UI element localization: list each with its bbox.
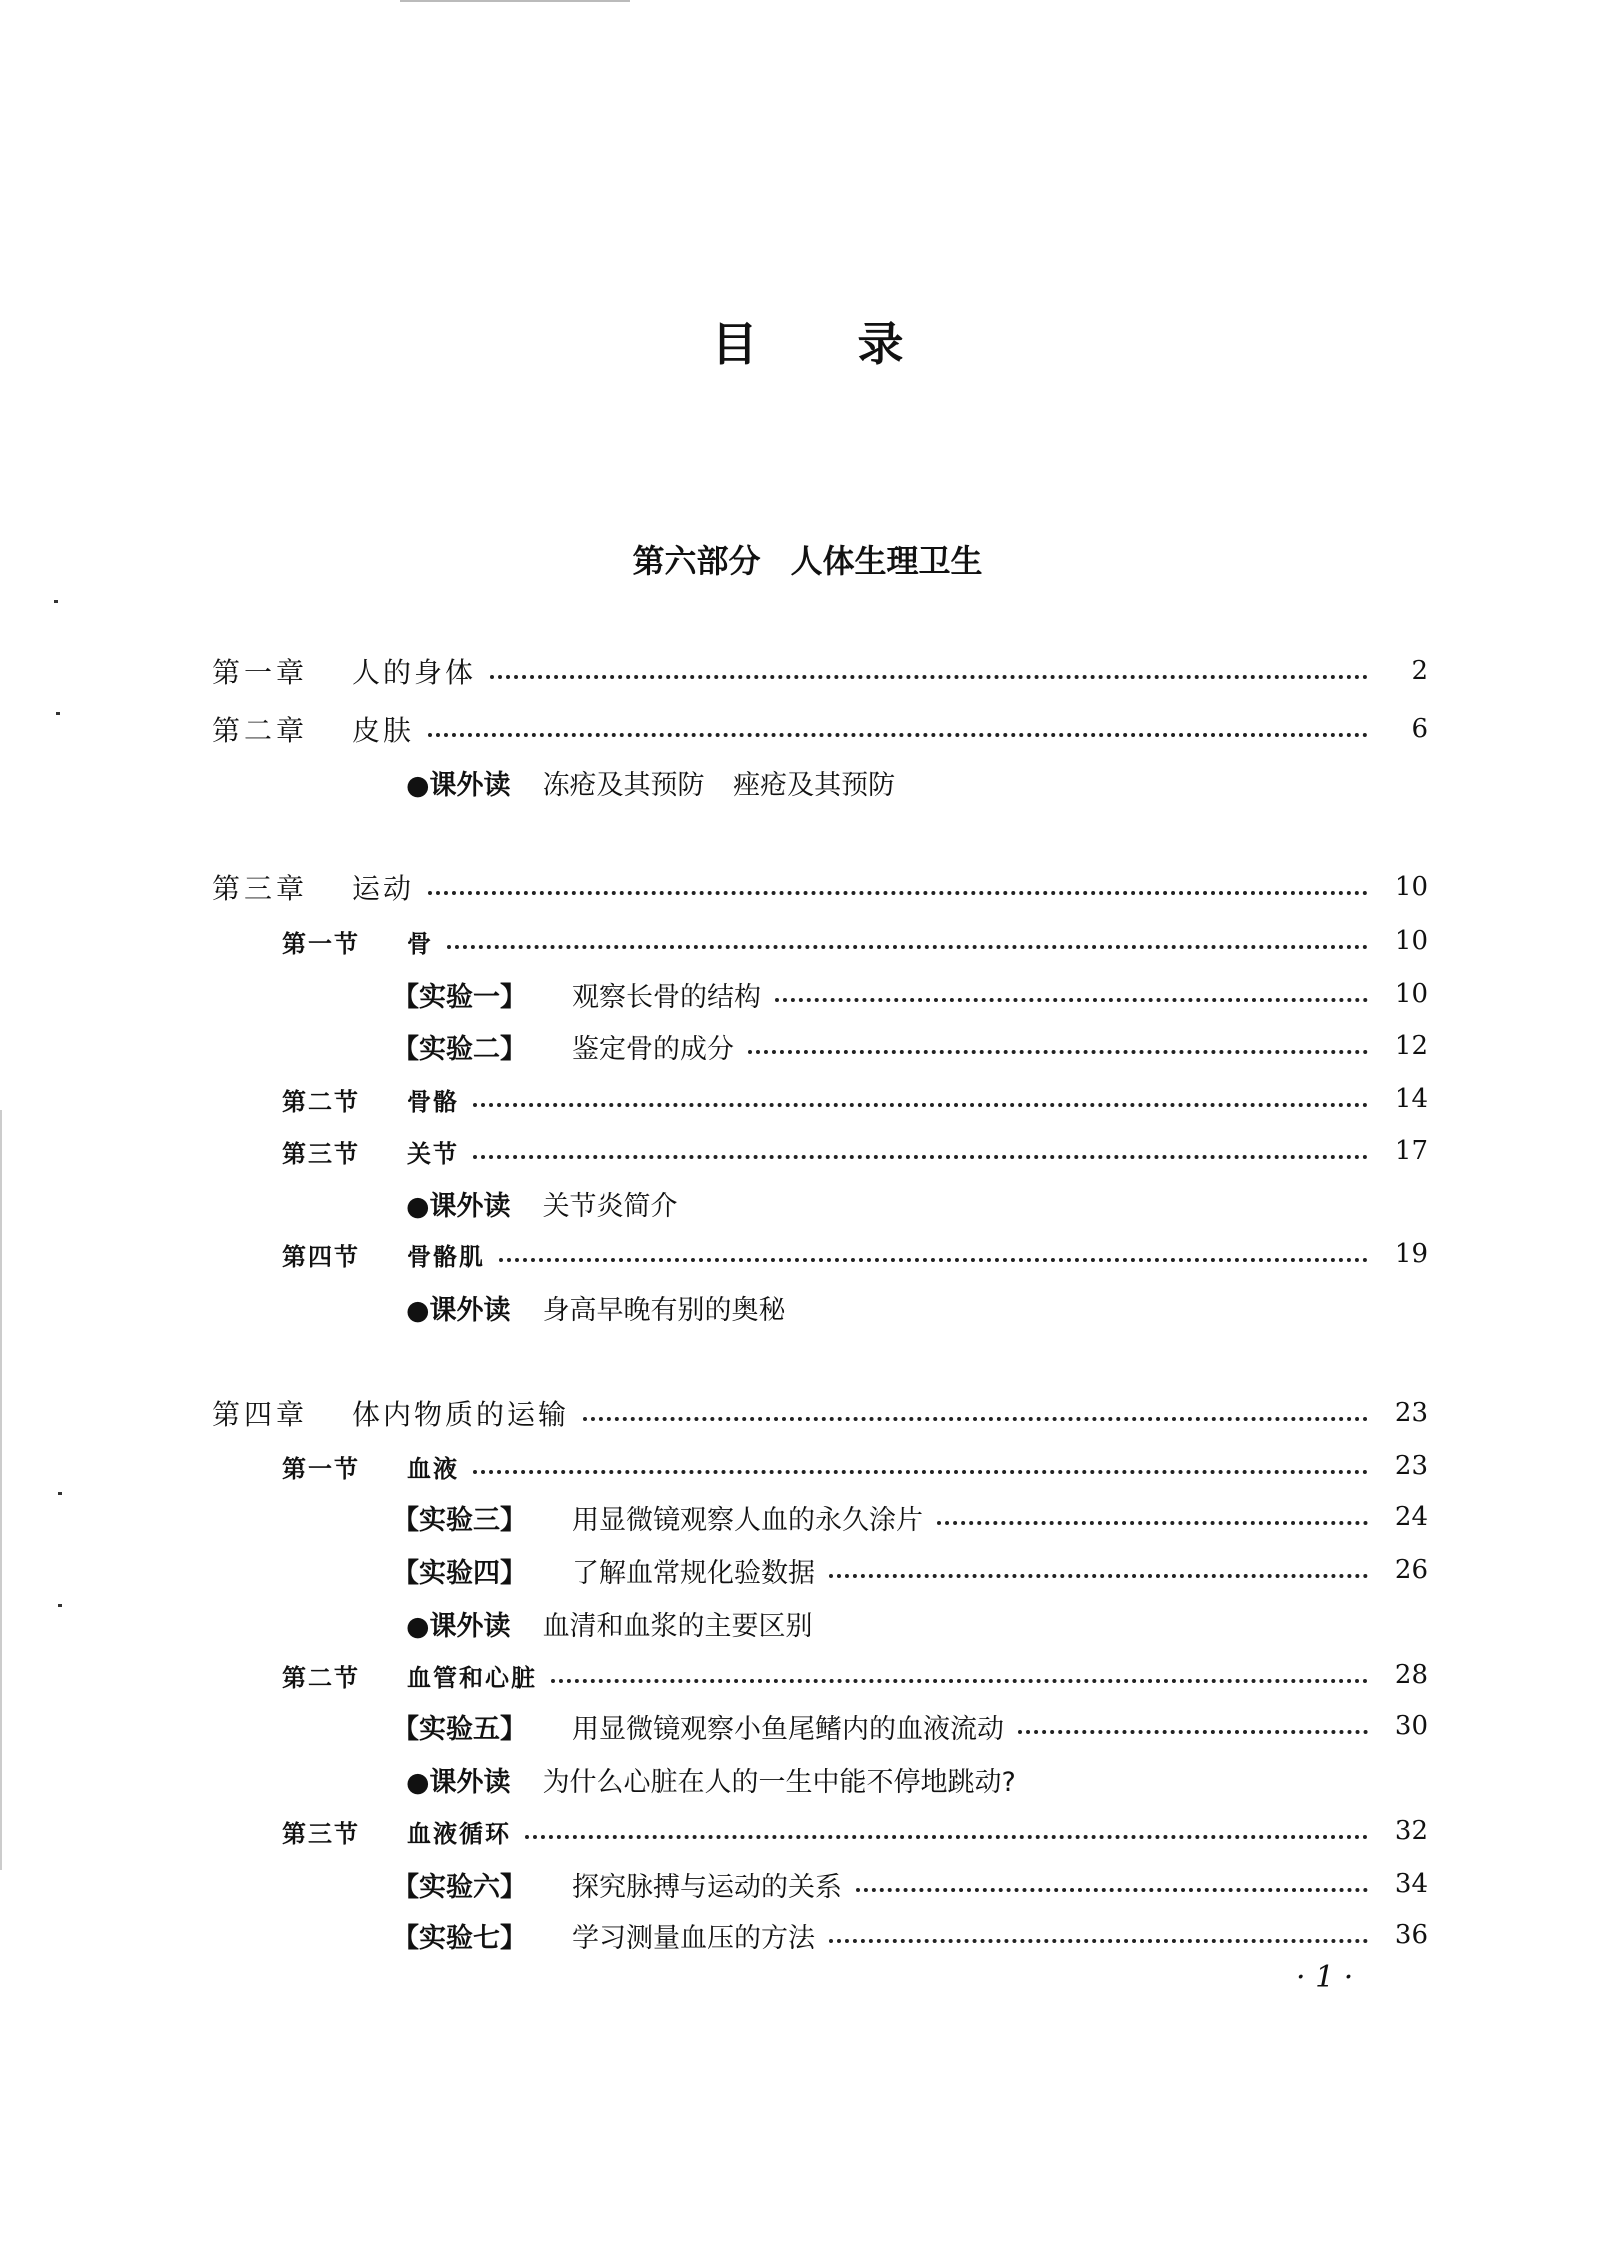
toc-entry-label: 【实验四】 <box>392 1557 527 1589</box>
part-heading <box>0 536 1615 582</box>
toc-entry-title: 关节 <box>407 1138 459 1168</box>
toc-entry-label: 第三节 <box>282 1138 360 1168</box>
dot-leader <box>775 998 1368 1002</box>
dot-leader <box>473 1470 1368 1474</box>
toc-entry-experiment <box>392 974 1428 1014</box>
toc-entry-label: 第三节 <box>282 1818 360 1848</box>
toc-entry-page: 26 <box>1394 1555 1428 1585</box>
toc-entry-title: 了解血常规化验数据 <box>572 1557 815 1589</box>
toc-entry-experiment <box>392 1550 1428 1590</box>
part-name: 人体生理卫生 <box>790 542 983 580</box>
toc-entry-page: 10 <box>1394 979 1428 1009</box>
toc-entry-page: 19 <box>1394 1239 1428 1269</box>
toc-entry-page: 10 <box>1394 926 1428 956</box>
scan-speck <box>58 1492 62 1495</box>
toc-entry-section <box>282 1446 1428 1486</box>
toc-entry-label: 第三章 <box>212 872 309 905</box>
toc-entry-title: 用显微镜观察人血的永久涂片 <box>572 1504 923 1536</box>
toc-entry-page: 32 <box>1394 1816 1428 1846</box>
toc-entry-extra <box>406 1183 678 1223</box>
toc-entry-section <box>282 1234 1428 1274</box>
toc-entry-page: 34 <box>1394 1869 1428 1899</box>
toc-entry-title: 鉴定骨的成分 <box>572 1033 734 1065</box>
toc-entry-title: 血管和心脏 <box>407 1662 537 1692</box>
dot-leader <box>856 1888 1368 1892</box>
toc-entry-label: 【实验三】 <box>392 1504 527 1536</box>
toc-entry-experiment <box>392 1026 1428 1066</box>
dot-leader <box>473 1103 1368 1107</box>
toc-entry-label: ●课外读 <box>406 1610 511 1642</box>
toc-entry-page: 36 <box>1394 1920 1428 1950</box>
toc-entry-title: 血液 <box>407 1453 459 1483</box>
dot-leader <box>1018 1730 1368 1734</box>
dot-leader <box>499 1258 1368 1262</box>
scan-speck <box>56 712 60 715</box>
toc-entry-label: 第二节 <box>282 1662 360 1692</box>
toc-entry-title: 人的身体 <box>352 656 477 689</box>
dot-leader <box>937 1521 1368 1525</box>
toc-entry-extra <box>406 1603 813 1643</box>
toc-entry-title: 体内物质的运输 <box>352 1398 570 1431</box>
toc-entry-title: 骨骼肌 <box>407 1241 485 1271</box>
toc-entry-page: 2 <box>1411 656 1428 686</box>
toc-entry-experiment <box>392 1706 1428 1746</box>
scan-speck <box>54 600 58 603</box>
toc-entry-section <box>282 921 1428 961</box>
toc-entry-experiment <box>392 1864 1428 1904</box>
toc-entry-title: 身高早晚有别的奥秘 <box>542 1294 786 1326</box>
toc-entry-label: 【实验七】 <box>392 1922 527 1954</box>
dot-leader <box>428 733 1368 737</box>
toc-entry-page: 17 <box>1394 1136 1428 1166</box>
toc-entry-label: 【实验二】 <box>392 1033 527 1065</box>
toc-entry-title: 为什么心脏在人的一生中能不停地跳动? <box>542 1766 1016 1798</box>
toc-entry-extra <box>406 1759 1016 1799</box>
scan-edge-line <box>0 1110 2 1870</box>
toc-entry-label: 第四章 <box>212 1398 309 1431</box>
title-char: 目 <box>711 317 758 371</box>
dot-leader <box>551 1679 1368 1683</box>
toc-entry-section <box>282 1655 1428 1695</box>
toc-entry-section <box>282 1811 1428 1851</box>
page-number: · 1 · <box>1296 1960 1354 1995</box>
toc-entry-title: 学习测量血压的方法 <box>572 1922 815 1954</box>
toc-entry-experiment <box>392 1497 1428 1537</box>
toc-entry-label: ●课外读 <box>406 1294 511 1326</box>
toc-entry-chapter <box>212 651 1428 691</box>
scan-edge-line <box>400 0 630 2</box>
toc-entry-label: 【实验五】 <box>392 1713 527 1745</box>
toc-entry-label: 第一节 <box>282 1453 360 1483</box>
toc-entry-section <box>282 1079 1428 1119</box>
toc-entry-label: 第一章 <box>212 656 309 689</box>
dot-leader <box>583 1417 1368 1421</box>
toc-entry-title: 血清和血浆的主要区别 <box>542 1610 813 1642</box>
toc-entry-title: 血液循环 <box>407 1818 511 1848</box>
toc-entry-label: 第二章 <box>212 714 309 747</box>
toc-entry-experiment <box>392 1915 1428 1955</box>
toc-entry-title: 骨骼 <box>407 1086 459 1116</box>
toc-entry-chapter <box>212 1393 1428 1433</box>
toc-entry-page: 6 <box>1411 714 1428 744</box>
toc-entry-title: 骨 <box>407 928 433 958</box>
part-label: 第六部分 <box>632 542 761 580</box>
toc-entry-title: 冻疮及其预防 痤疮及其预防 <box>542 769 896 801</box>
toc-entry-title: 关节炎简介 <box>542 1190 678 1222</box>
toc-entry-page: 28 <box>1394 1660 1428 1690</box>
dot-leader <box>829 1939 1368 1943</box>
toc-entry-label: 【实验一】 <box>392 981 527 1013</box>
toc-entry-section <box>282 1131 1428 1171</box>
title-char: 录 <box>857 317 904 371</box>
toc-entry-label: 【实验六】 <box>392 1871 527 1903</box>
toc-entry-extra <box>406 762 895 802</box>
dot-leader <box>490 675 1368 679</box>
toc-entry-page: 30 <box>1394 1711 1428 1741</box>
dot-leader <box>473 1155 1368 1159</box>
toc-entry-title: 运动 <box>352 872 415 905</box>
toc-entry-page: 23 <box>1394 1398 1428 1428</box>
page-title <box>0 308 1615 374</box>
toc-entry-label: ●课外读 <box>406 769 511 801</box>
toc-entry-page: 12 <box>1394 1031 1428 1061</box>
dot-leader <box>748 1050 1368 1054</box>
toc-entry-chapter <box>212 709 1428 749</box>
toc-entry-page: 23 <box>1394 1451 1428 1481</box>
toc-entry-extra <box>406 1287 786 1327</box>
toc-entry-title: 皮肤 <box>352 714 415 747</box>
toc-entry-title: 探究脉搏与运动的关系 <box>572 1871 842 1903</box>
toc-entry-label: 第二节 <box>282 1086 360 1116</box>
toc-entry-chapter <box>212 867 1428 907</box>
toc-entry-title: 观察长骨的结构 <box>572 981 761 1013</box>
toc-entry-label: 第一节 <box>282 928 360 958</box>
scan-speck <box>58 1604 62 1607</box>
toc-entry-title: 用显微镜观察小鱼尾鳍内的血液流动 <box>572 1713 1004 1745</box>
dot-leader <box>525 1835 1368 1839</box>
toc-entry-page: 24 <box>1394 1502 1428 1532</box>
toc-entry-page: 14 <box>1394 1084 1428 1114</box>
dot-leader <box>829 1574 1368 1578</box>
dot-leader <box>428 891 1368 895</box>
toc-entry-label: ●课外读 <box>406 1766 511 1798</box>
toc-entry-label: 第四节 <box>282 1241 360 1271</box>
dot-leader <box>447 945 1368 949</box>
toc-entry-label: ●课外读 <box>406 1190 511 1222</box>
toc-entry-page: 10 <box>1394 872 1428 902</box>
